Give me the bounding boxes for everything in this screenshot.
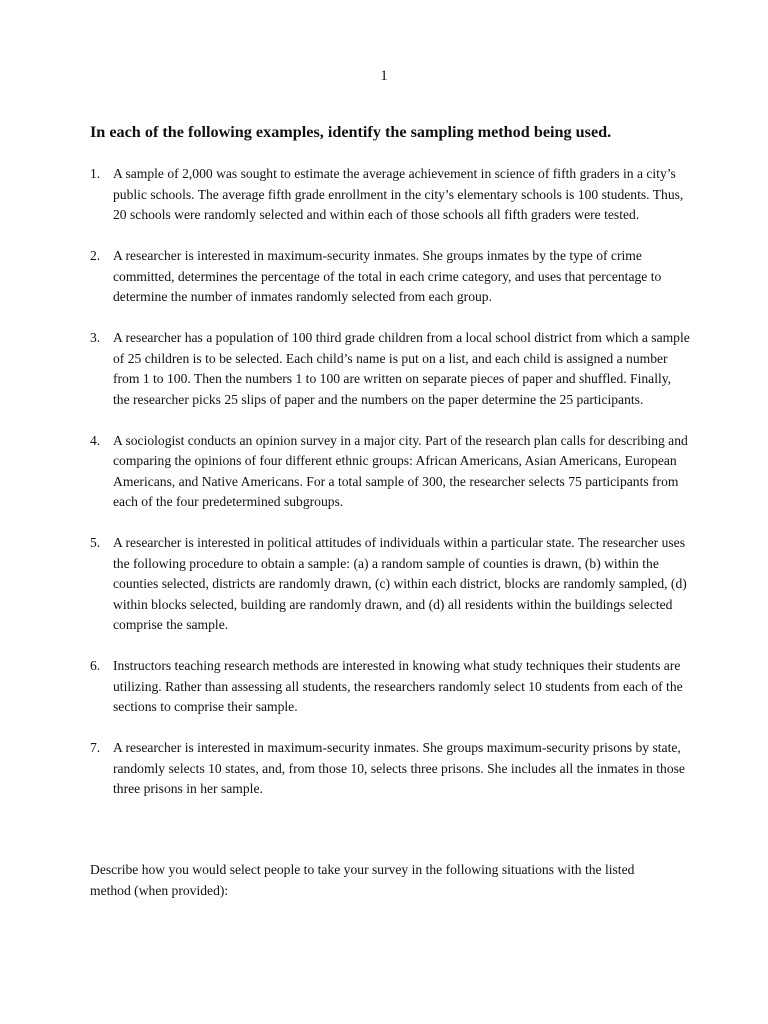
item-number: 2. — [90, 248, 101, 263]
item-text: A researcher is interested in maximum-security inmates. She groups inmates by the type of crime committed, determines the percentage of the total in each crime category, and uses that percentage to determine the number of inmates randomly selected from each group. — [113, 248, 662, 304]
list-item-1 — [90, 164, 690, 226]
item-text: Instructors teaching research methods are interested in knowing what study techniques their students are utilizing. Rather than assessing all students, the researchers randomly select 10 students from each of the sections to comprise their sample. — [113, 658, 683, 714]
item-text: A sample of 2,000 was sought to estimate the average achievement in science of fifth graders in a city’s public schools. The average fifth grade enrollment in the city’s elementary schools is 100 students. Thus, 20 schools were randomly selected and within each of those schools all fifth graders were tested. — [113, 166, 684, 222]
item-number: 5. — [90, 535, 101, 550]
item-text: A sociologist conducts an opinion survey in a major city. Part of the research plan calls for describing and comparing the opinions of four different ethnic groups: African Americans, Asian Americans, European Americans, and Native Americans. For a total sample of 300, the researcher selects 75 participants from each of the four predetermined subgroups. — [113, 432, 688, 509]
example-list — [90, 164, 690, 820]
list-item-6 — [90, 656, 690, 718]
page-number: 1 — [380, 68, 388, 84]
list-item-2 — [90, 246, 690, 308]
closing-instruction: Describe how you would select people to take your survey in the following situations with the listed method (when provided): — [90, 862, 635, 898]
item-text: A researcher is interested in political attitudes of individuals within a particular state. The researcher uses the following procedure to obtain a sample: (a) a random sample of counties is drawn, (b) within the counties selected, districts are randomly drawn, (c) within each district, blocks are randomly sampled, (d) within blocks selected, building are randomly drawn, and (d) all residents within the buildings selected comprise the sample. — [113, 535, 687, 632]
item-number: 4. — [90, 432, 101, 448]
item-text: A researcher is interested in maximum-security inmates. She groups maximum-security prisons by state, randomly selects 10 states, and, from those 10, selects three prisons. She includes all the inmates in those three prisons in her sample. — [113, 740, 685, 796]
page-title: In each of the following examples, identify the sampling method being used. — [90, 123, 612, 141]
list-item-4 — [90, 431, 690, 513]
item-number: 1. — [90, 166, 101, 181]
list-item-7 — [90, 738, 690, 800]
item-number: 3. — [90, 330, 101, 345]
list-item-5 — [90, 533, 690, 636]
item-text: A researcher has a population of 100 third grade children from a local school district from which a sample of 25 children is to be selected. Each child’s name is put on a list, and each child is assigned a number from 1 to 100. Then the numbers 1 to 100 are written on separate pieces of paper and shuffled. Finally, the researcher picks 25 slips of paper and the numbers on the paper determine the 25 participants. — [113, 330, 690, 407]
item-number: 6. — [90, 658, 101, 673]
list-item-3 — [90, 328, 690, 410]
item-number: 7. — [90, 740, 101, 755]
